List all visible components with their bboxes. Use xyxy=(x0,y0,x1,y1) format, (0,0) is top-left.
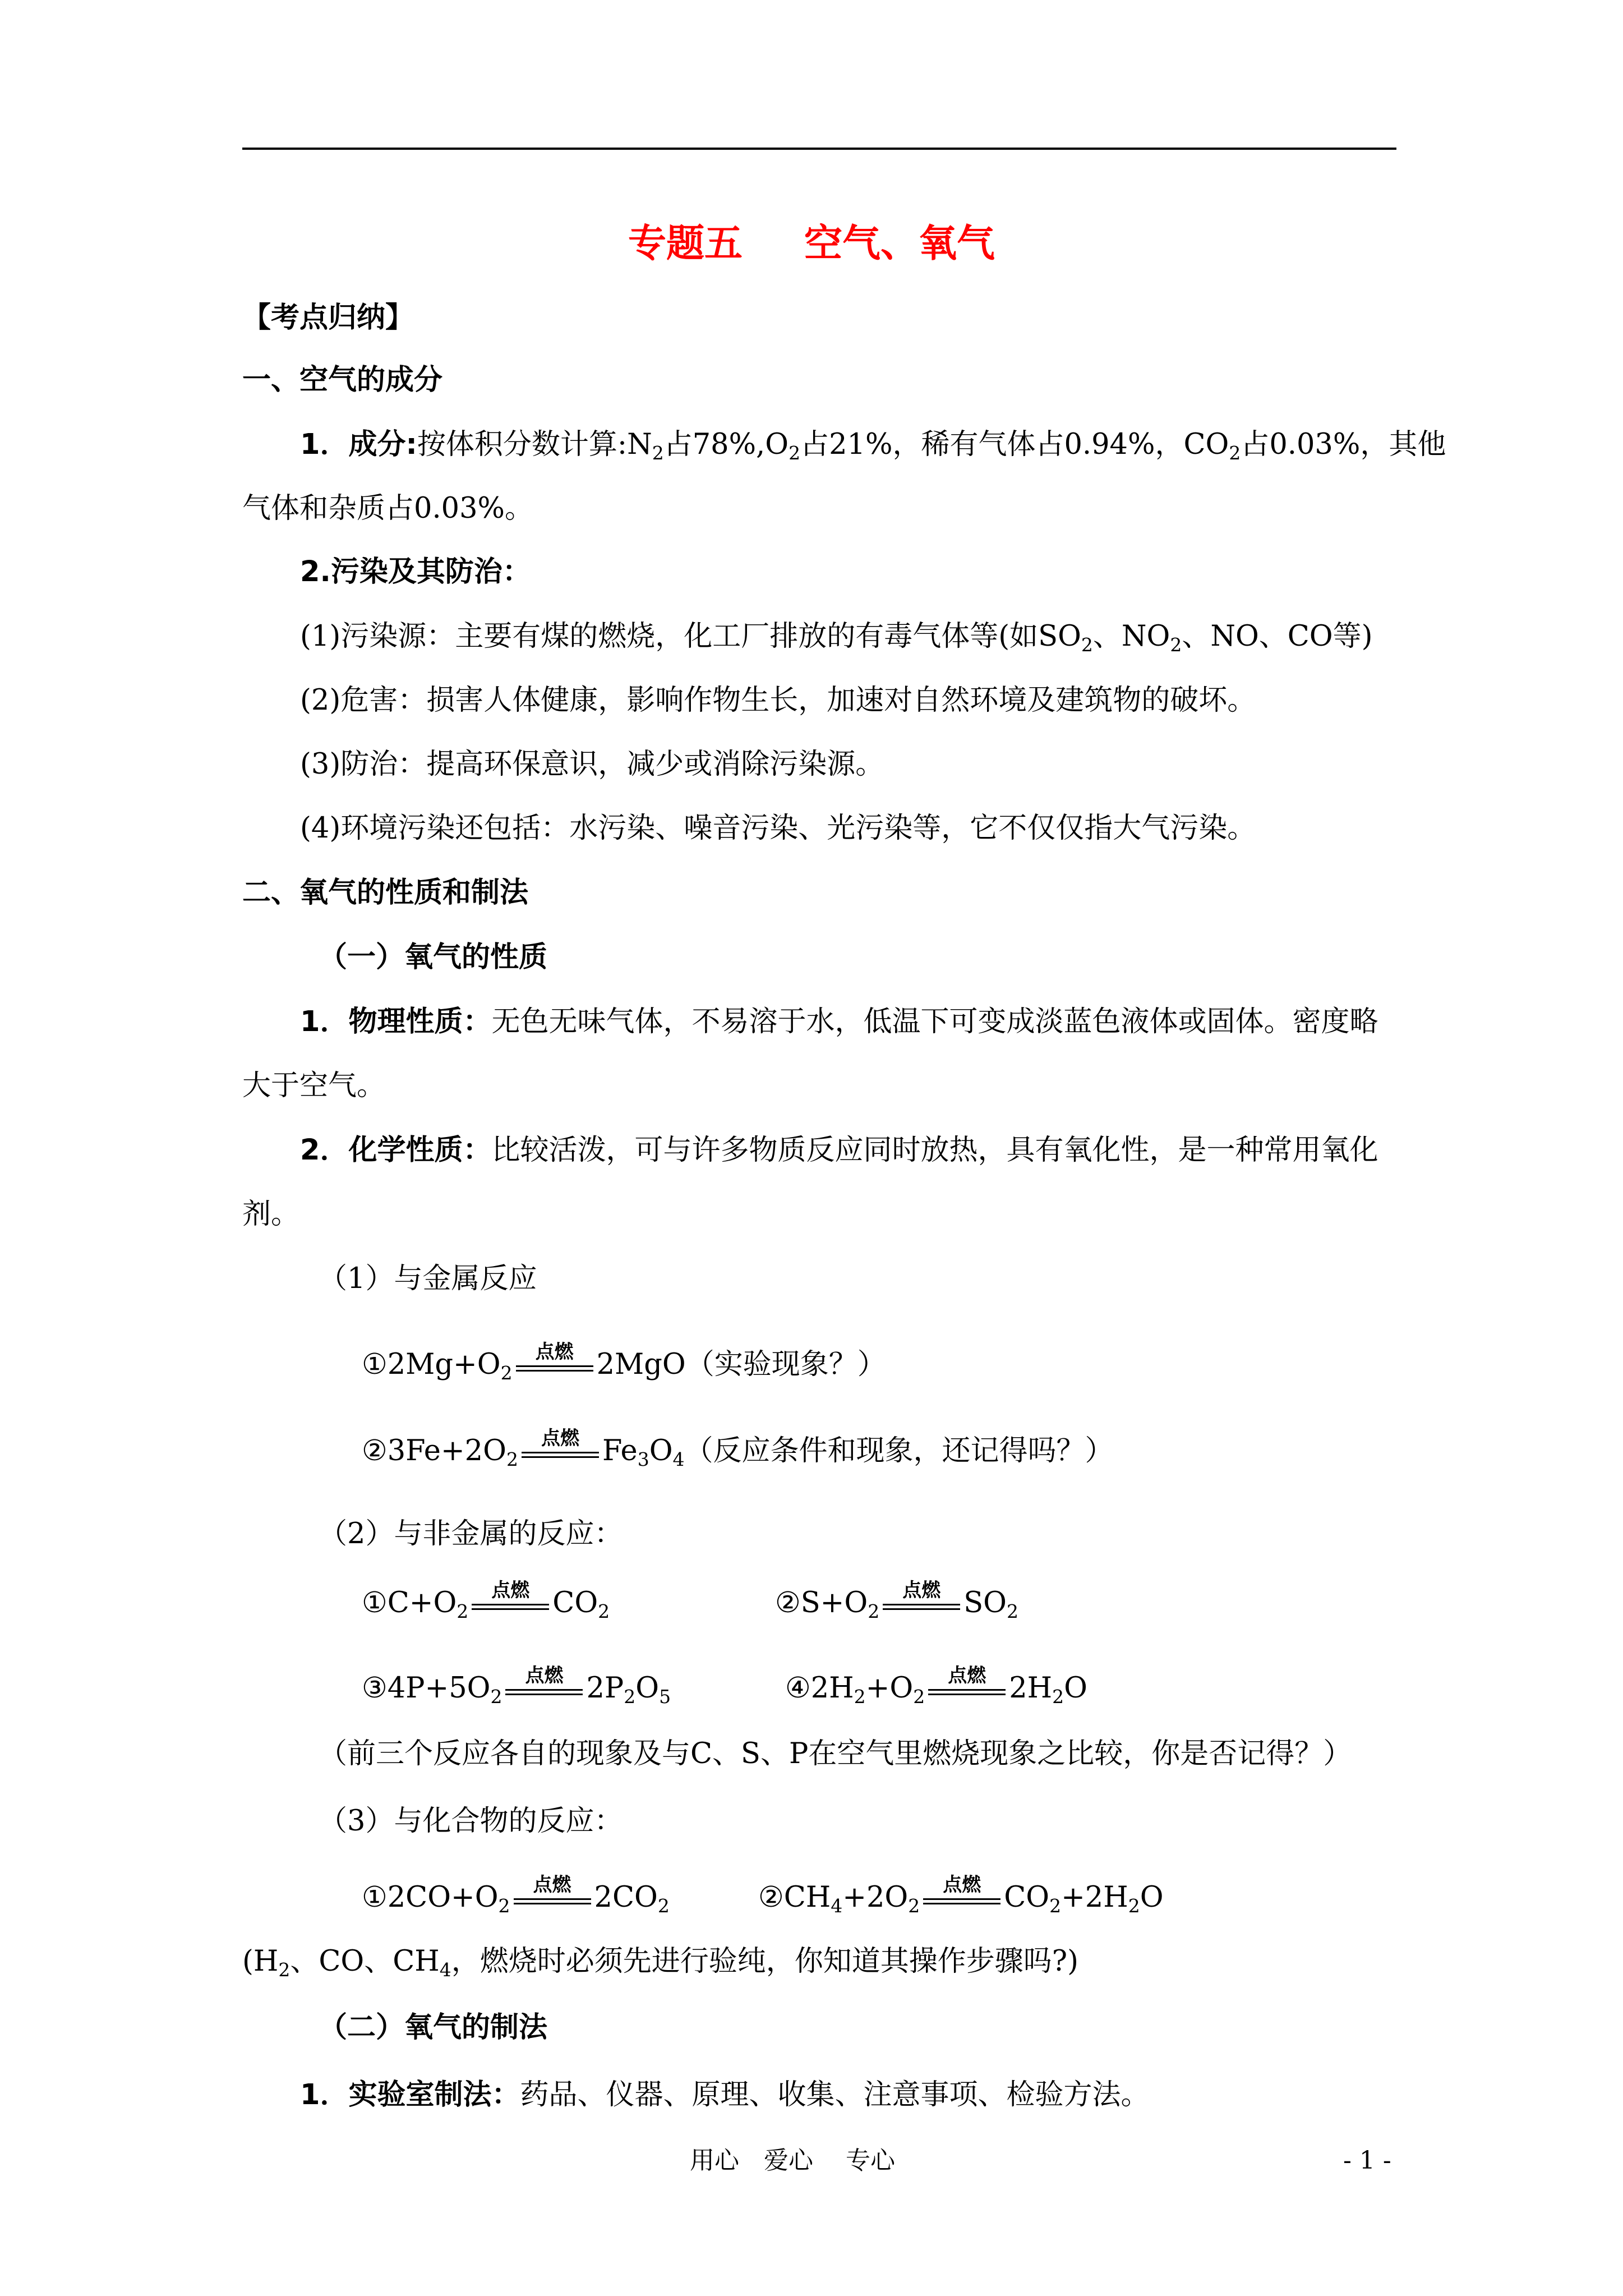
heading-air-composition: 一、空气的成分 xyxy=(242,364,443,397)
reaction-condition: 点燃 xyxy=(518,1432,602,1471)
physical-properties: 1．物理性质：无色无味气体，不易溶于水，低温下可变成淡蓝色液体或固体。密度略 xyxy=(300,1005,1378,1038)
subheading-preparation: （二）氧气的制法 xyxy=(319,2011,548,2044)
subheading-properties: （一）氧气的性质 xyxy=(319,941,548,974)
compound-reaction-heading: （3）与化合物的反应： xyxy=(319,1805,623,1838)
page-title: 专题五 空气、氧气 xyxy=(628,222,995,266)
reaction-condition: 点燃 xyxy=(510,1878,594,1917)
pollution-other: (4)环境污染还包括：水污染、噪音污染、光污染等，它不仅仅指大气污染。 xyxy=(300,812,1256,845)
header-rule xyxy=(242,148,1396,150)
reaction-condition: 点燃 xyxy=(925,1669,1009,1708)
equation-s: $②S+O_2$ 点燃 $SO_2$ xyxy=(775,1579,1018,1622)
equation-h2: $④2H_2+O_2$ 点燃 $2H_2O$ xyxy=(785,1664,1087,1708)
composition-line: 1．成分:按体积分数计算$:N_2$占$78\%,O_2$占21%，稀有气体占0.94%，$CO_2$占0.03%，其他 xyxy=(300,428,1446,464)
purity-note: ($H_2$、CO、$CH_4$，燃烧时必须先进行验纯，你知道其操作步骤吗?) xyxy=(242,1945,1078,1981)
pollution-prevention: (3)防治：提高环保意识，减少或消除污染源。 xyxy=(300,748,884,781)
section-heading: 【考点归纳】 xyxy=(242,301,414,334)
chemical-properties: 2．化学性质：比较活泼，可与许多物质反应同时放热，具有氧化性，是一种常用氧化 xyxy=(300,1134,1378,1167)
reaction-condition: 点燃 xyxy=(920,1878,1004,1917)
equation-p: $③4P+5O_2$ 点燃 $2P_2O_5$ xyxy=(362,1664,671,1708)
equation-co: $①2CO+O_2$ 点燃 $2CO_2$ xyxy=(362,1874,670,1917)
pollution-heading: 2.污染及其防治： xyxy=(300,555,531,588)
metal-reaction-heading: （1）与金属反应 xyxy=(319,1262,537,1295)
footer-motto: 用心 爱心 专心 xyxy=(690,2146,895,2175)
composition-line-cont: 气体和杂质占0.03%。 xyxy=(242,492,534,525)
pollution-source: (1)污染源：主要有煤的燃烧，化工厂排放的有毒气体等(如$SO_2$、$NO_2$、NO、CO等) xyxy=(300,620,1373,656)
reaction-condition: 点燃 xyxy=(513,1345,597,1384)
page-number: - 1 - xyxy=(1343,2146,1391,2175)
equation-fe: $②3Fe+2O_2$ 点燃 $Fe_3O_4$（反应条件和现象，还记得吗？） xyxy=(362,1427,1114,1470)
reaction-condition: 点燃 xyxy=(468,1584,552,1623)
equation-ch4: $②CH_4+2O_2$ 点燃 $CO_2+2H_2O$ xyxy=(758,1874,1164,1917)
reaction-condition: 点燃 xyxy=(879,1584,963,1623)
pollution-harm: (2)危害：损害人体健康，影响作物生长，加速对自然环境及建筑物的破坏。 xyxy=(300,684,1256,717)
lab-preparation: 1．实验室制法：药品、仪器、原理、收集、注意事项、检验方法。 xyxy=(300,2078,1150,2111)
equation-mg: $①2Mg+O_2$ 点燃 2MgO（实验现象？） xyxy=(362,1341,886,1384)
equation-c: $①C+O_2$ 点燃 $CO_2$ xyxy=(362,1579,610,1622)
heading-oxygen: 二、氧气的性质和制法 xyxy=(242,876,529,909)
nonmetal-note: （前三个反应各自的现象及与C、S、P在空气里燃烧现象之比较，你是否记得？） xyxy=(319,1737,1352,1770)
chemical-properties-cont: 剂。 xyxy=(242,1198,300,1231)
reaction-condition: 点燃 xyxy=(502,1669,586,1708)
nonmetal-reaction-heading: （2）与非金属的反应： xyxy=(319,1517,623,1550)
physical-properties-cont: 大于空气。 xyxy=(242,1069,386,1102)
